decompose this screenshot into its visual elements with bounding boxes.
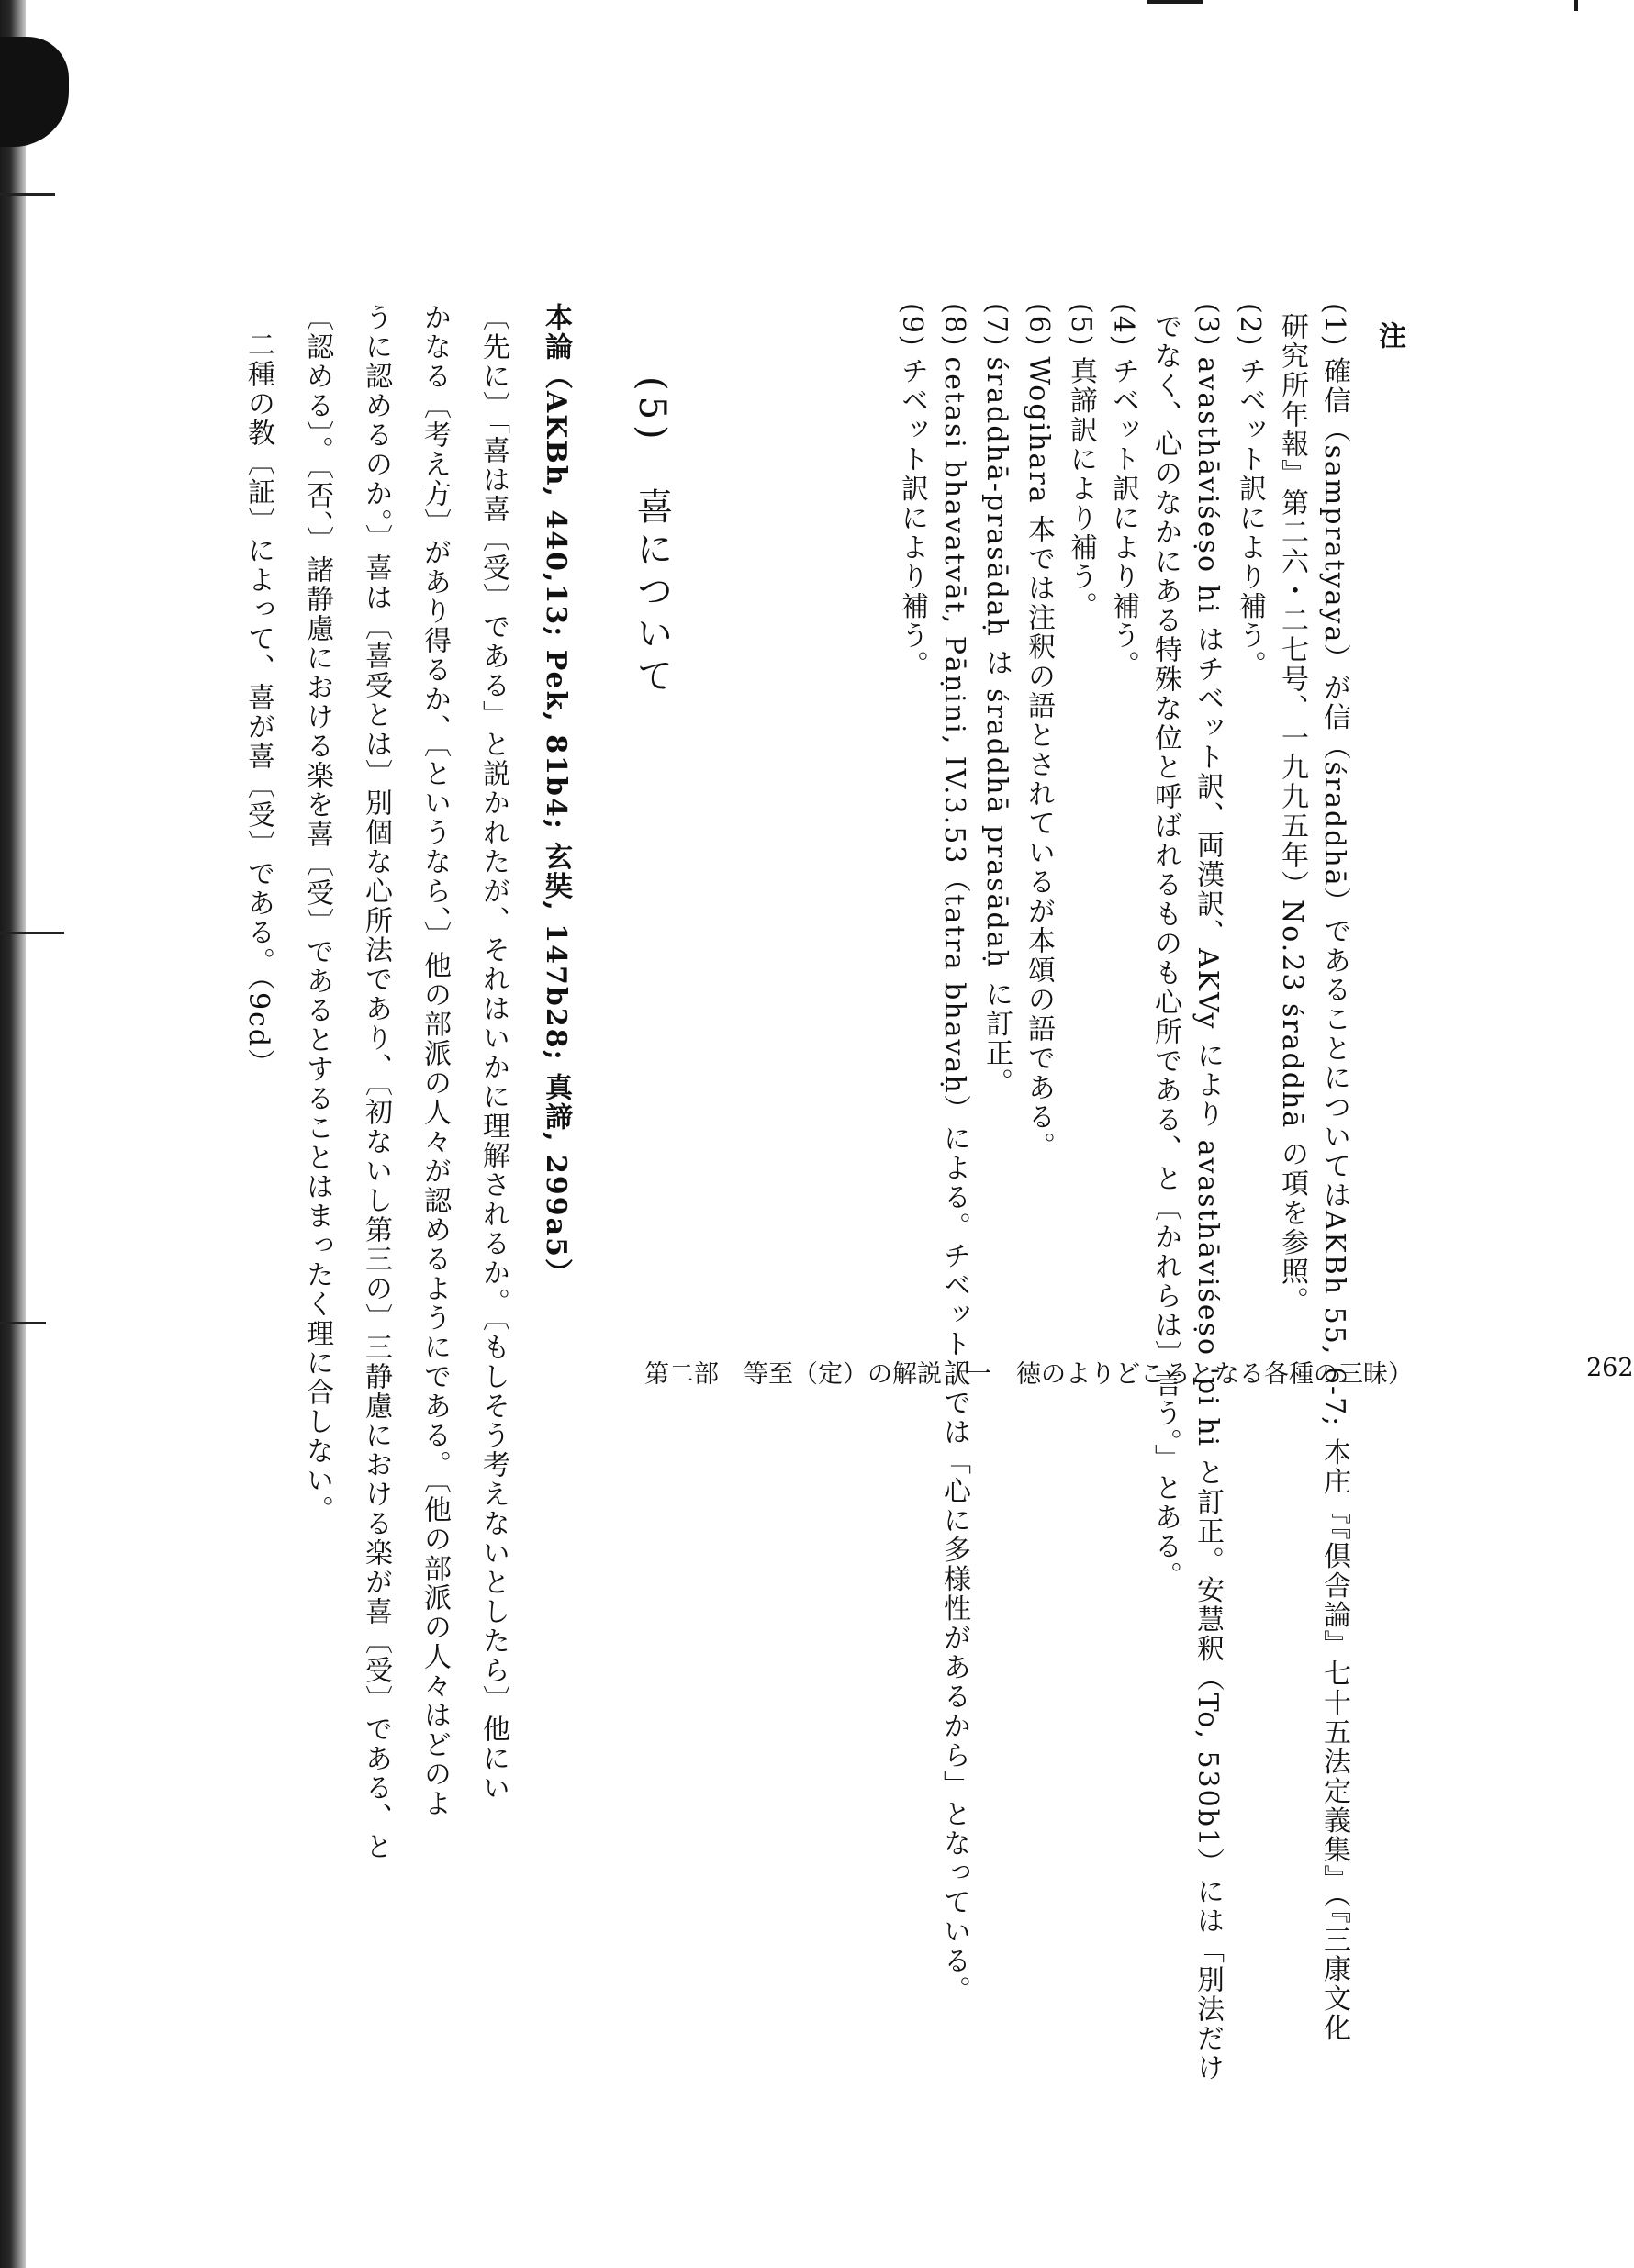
note-text: Wogihara 本では注釈の語とされているが本頌の語である。: [1023, 356, 1055, 1162]
note-text: チベット訳により補う。: [1234, 356, 1266, 680]
note-number: (5): [1065, 303, 1097, 348]
note-number: (3): [1192, 303, 1224, 348]
note-text: 真諦訳により補う。: [1065, 356, 1097, 621]
note-number: (8): [938, 303, 970, 348]
scan-edge: [0, 0, 26, 2268]
note-9: [896, 303, 928, 680]
note-text: でなく、心のなかにある特殊な位と呼ばれるものも心所である、と〔かれらは〕言う。」とある。: [1149, 312, 1181, 1591]
note-5: [1065, 303, 1097, 621]
scan-tick: [0, 932, 64, 934]
note-7: [980, 303, 1013, 1098]
source-heading: 本論（AKBh, 440,13; Pek, 81b4; 玄奘, 147b28; 真諦, 299a5）: [540, 303, 572, 1288]
body-line-1: 〔先に〕「喜は喜〔受〕である」と説かれたが、それはいかに理解されるか。〔もしそう考えないとしたら〕他にい: [477, 303, 509, 1803]
notes-heading: 注: [1373, 321, 1405, 351]
note-1-line-2: [1276, 312, 1308, 1316]
note-8: [940, 303, 968, 2005]
note-number: (6): [1023, 303, 1055, 348]
scan-corner-mark: [1574, 0, 1578, 11]
note-4: [1107, 303, 1139, 680]
note-text: 研究所年報』第二六・二七号、一九九五年）No.23 śraddhā の項を参照。: [1276, 312, 1308, 1316]
body-line-2: かなる〔考え方〕があり得るか、〔というなら、〕他の部派の人々が認めるようにである。〔他の部派の人々はどのよ: [419, 303, 451, 1818]
note-text: avasthāviśeṣo hi はチベット訳、両漢訳、AKVy により avasthāviśeṣo 'pi hi と訂正。安慧釈（To, 530b1）には「別法だけ: [1192, 356, 1224, 2084]
note-1-line-1: [1320, 303, 1348, 2043]
body-line-5: 二種の教〔証〕によって、喜が喜〔受〕である。（9cd）: [242, 330, 274, 1078]
note-6: [1023, 303, 1055, 1162]
note-2: [1234, 303, 1266, 680]
note-3-line-2: [1151, 312, 1179, 1591]
page-content: [229, 303, 1634, 2084]
note-number: (7): [980, 303, 1013, 348]
note-text: śraddhā-prasādaḥ は śraddhā prasādaḥ に訂正。: [980, 356, 1013, 1098]
section-heading: (5) 喜について: [631, 376, 673, 698]
body-line-4: 〔認める〕。〔否、〕諸静慮における楽を喜〔受〕であるとすることはまったく理に合しない。: [301, 303, 333, 1525]
scan-tick: [0, 193, 55, 196]
note-text: チベット訳により補う。: [1107, 356, 1139, 680]
note-text: cetasi bhavatvāt, Pāṇini, IV.3.53（tatra bhavaḥ）による。チベット訳では「心に多様性があるから」となっている。: [938, 356, 970, 2005]
page-number: 262: [1586, 1354, 1634, 1382]
body-line-3: うに認めるのか。〕喜は〔喜受とは〕別個な心所法であり、〔初ないし第三の〕三静慮における楽が喜〔受〕である、と: [360, 303, 392, 1861]
note-number: (2): [1234, 303, 1266, 348]
note-number: (4): [1107, 303, 1139, 348]
note-text: 確信（sampratyaya）が信（śraddhā）であることについてはAKBh 55, 6-7; 本庄『『倶舎論』七十五法定義集』（『三康文化: [1318, 356, 1350, 2043]
scan-tick: [0, 1322, 46, 1324]
running-title: 第二部 等至（定）の解説（一 徳のよりどころとなる各種の三昧）: [644, 1360, 1413, 1389]
note-number: (9): [896, 303, 928, 348]
note-3-line-1: [1192, 303, 1224, 2084]
scan-corner-mark: [1147, 0, 1203, 4]
note-number: (1): [1318, 303, 1350, 348]
note-text: チベット訳により補う。: [896, 356, 928, 680]
scan-smudge: [0, 37, 69, 147]
